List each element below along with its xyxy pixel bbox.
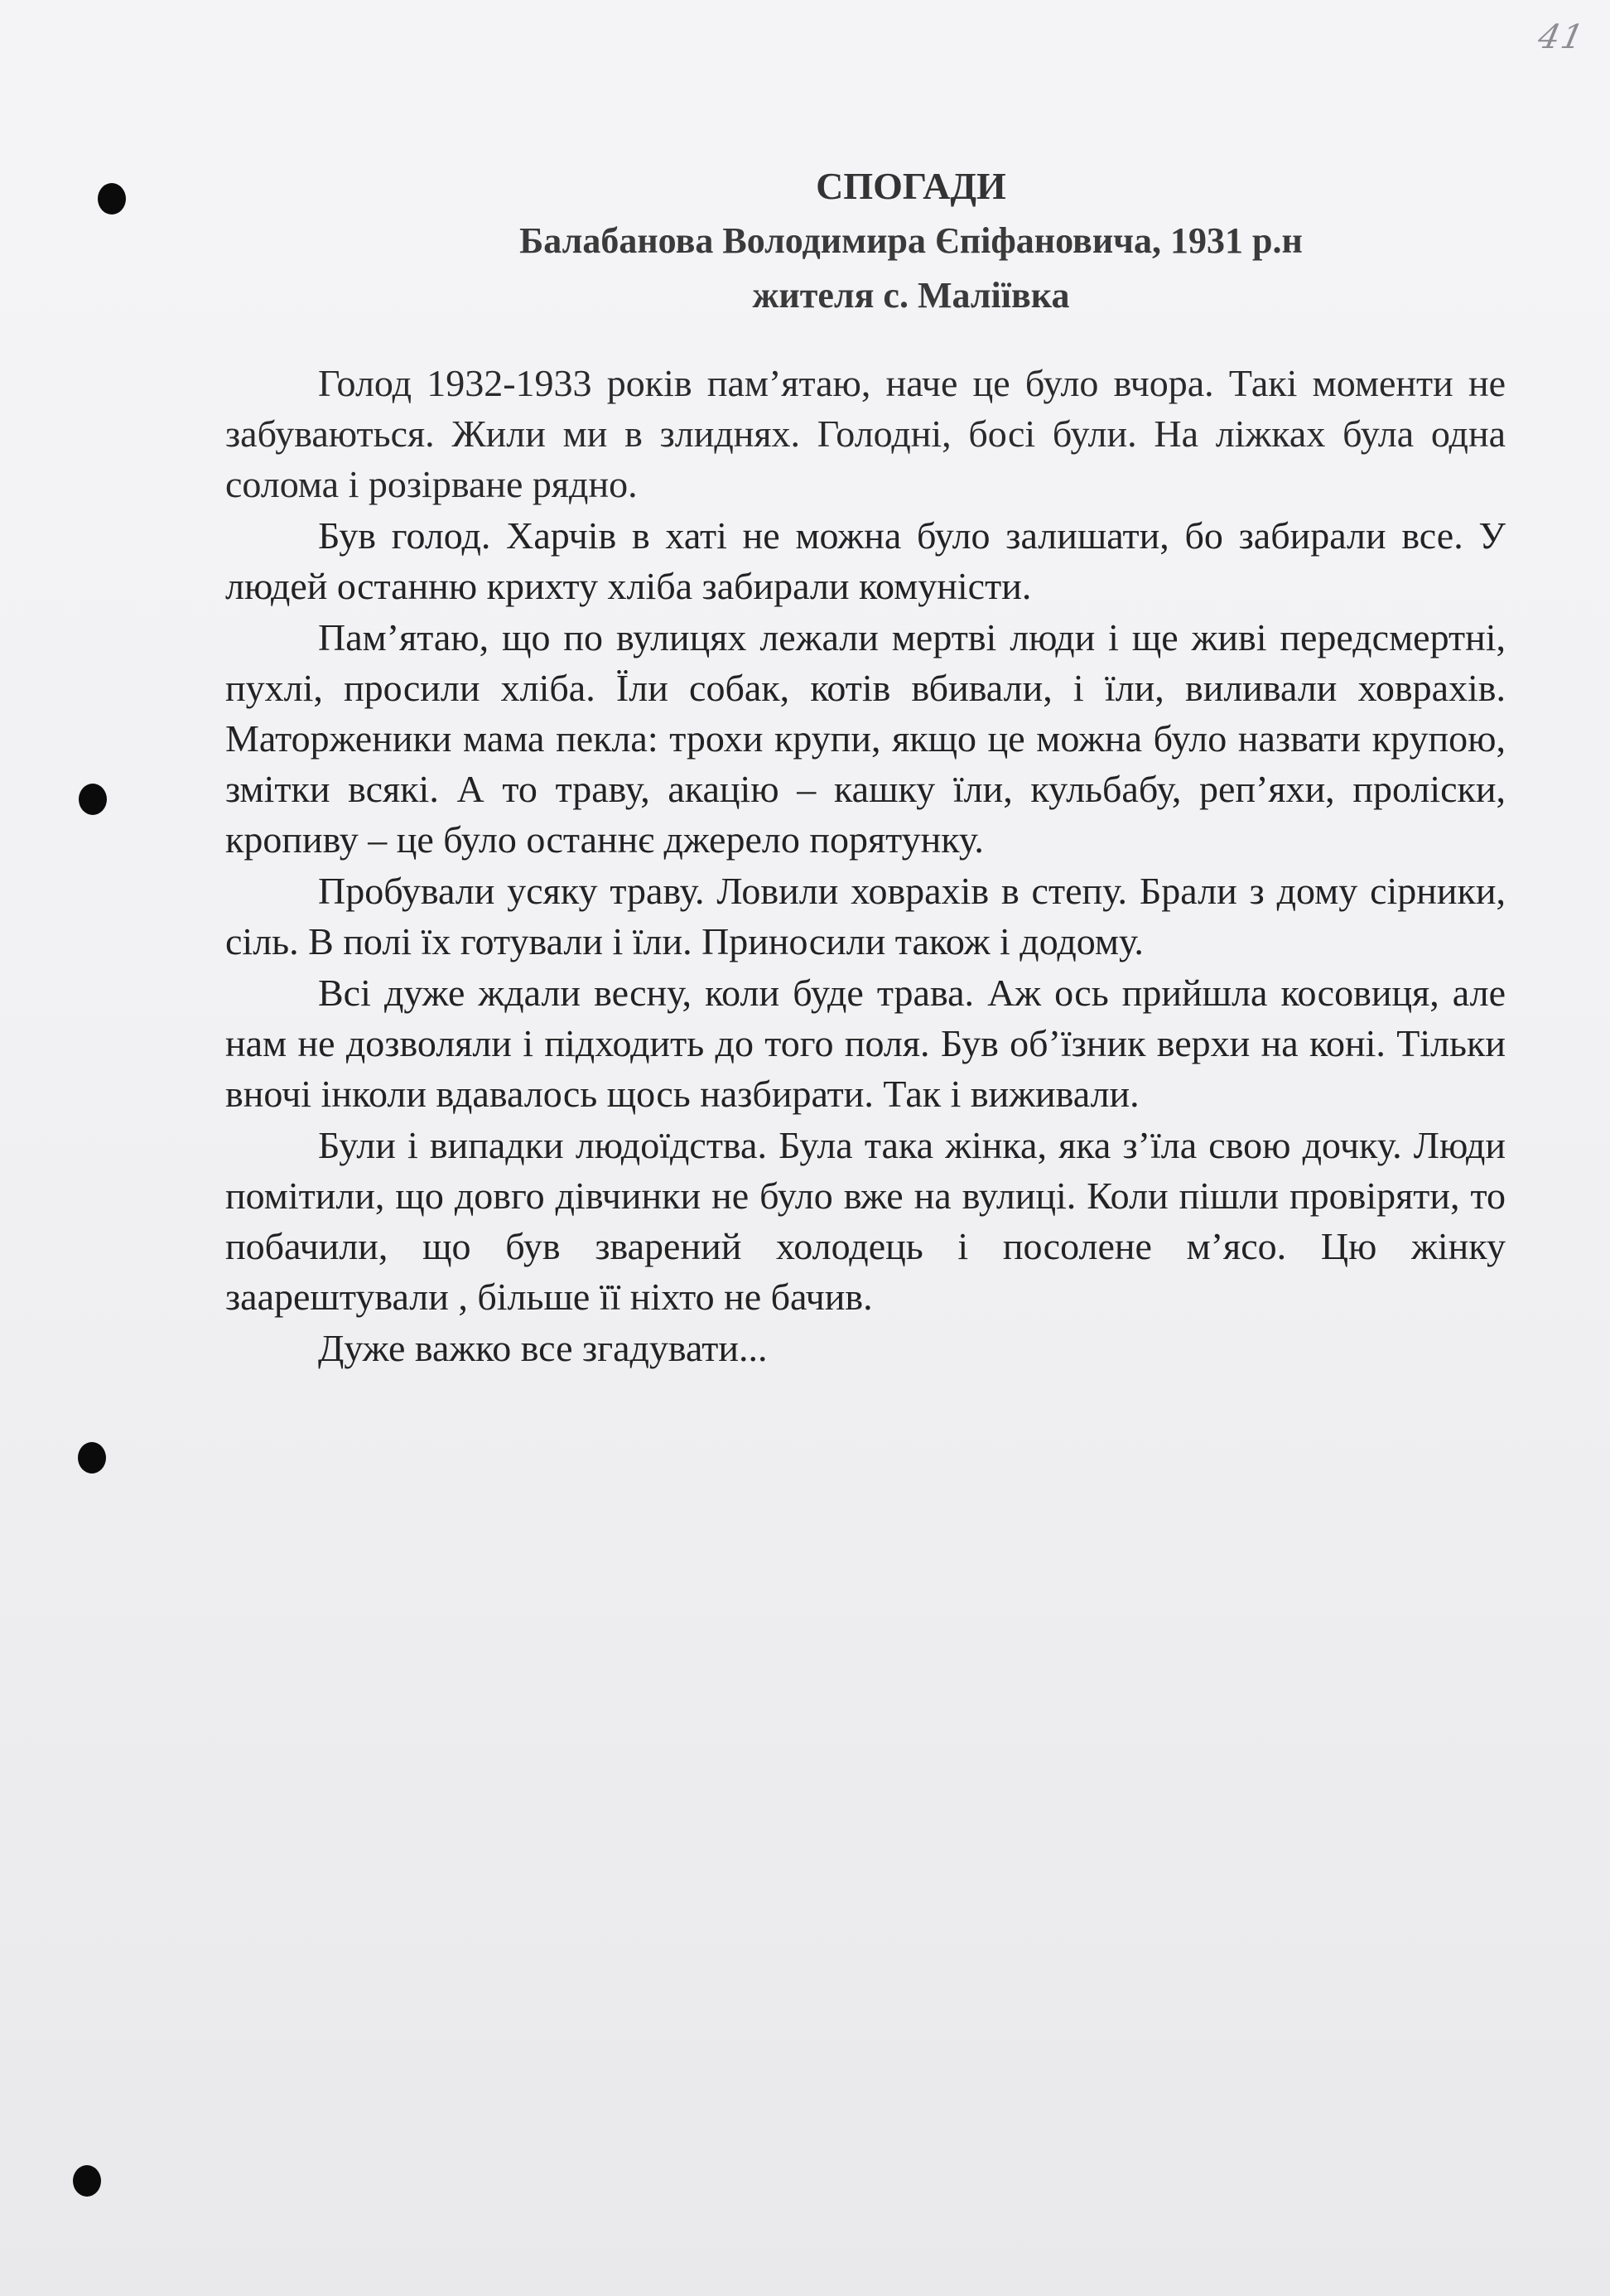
punch-hole-mark <box>73 2165 101 2197</box>
paragraph: Пробували усяку траву. Ловили ховрахів в степу. Брали з дому сірники, сіль. В полі їх готували і їли. Приносили також і додому. <box>225 870 1506 962</box>
punch-hole-mark <box>98 183 126 215</box>
handwritten-page-number: 41 <box>1535 18 1588 56</box>
paragraph: Дуже важко все згадувати... <box>318 1327 768 1369</box>
paragraph: Були і випадки людоїдства. Була така жінка, яка з’їла свою дочку. Люди помітили, що довго дівчинки не було вже на вулиці. Коли пішли провіряти, то побачили, що був зварений холодець і посолене м’ясо. Цю жінку заарештували , більше її ніхто не бачив. <box>225 1124 1506 1318</box>
document-subtitle-author: Балабанова Володимира Єпіфановича, 1931 р.н <box>519 220 1303 261</box>
document-subtitle-residence: жителя с. Маліївка <box>752 275 1070 316</box>
paragraph: Пам’ятаю, що по вулицях лежали мертві люди і ще живі передсмертні, пухлі, просили хліба. Їли собак, котів вбивали, і їли, виливали ховрахів. Маторженики мама пекла: трохи крупи, якщо це можна було назвати крупою, змітки всякі. А то траву, акацію – кашку їли, кульбабу, реп’яхи, проліски, кропиву – це було останнє джерело порятунку. <box>225 616 1506 861</box>
paragraph: Голод 1932-1933 років пам’ятаю, наче це було вчора. Такі моменти не забуваються. Жили ми в злиднях. Голодні, босі були. На ліжках була одна солома і розірване рядно. <box>225 362 1506 505</box>
document-body <box>225 358 1506 1374</box>
punch-hole-mark <box>78 1442 106 1474</box>
paragraph: Був голод. Харчів в хаті не можна було залишати, бо забирали все. У людей останню крихту хліба забирали комуністи. <box>225 514 1506 607</box>
document-title: СПОГАДИ <box>816 165 1006 207</box>
document-header <box>331 159 1491 323</box>
paragraph: Всі дуже ждали весну, коли буде трава. Аж ось прийшла косовиця, але нам не дозволяли і підходить до того поля. Був об’їзник верхи на коні. Тільки вночі інколи вдавалось щось назбирати. Так і виживали. <box>225 972 1506 1115</box>
punch-hole-mark <box>79 784 107 815</box>
